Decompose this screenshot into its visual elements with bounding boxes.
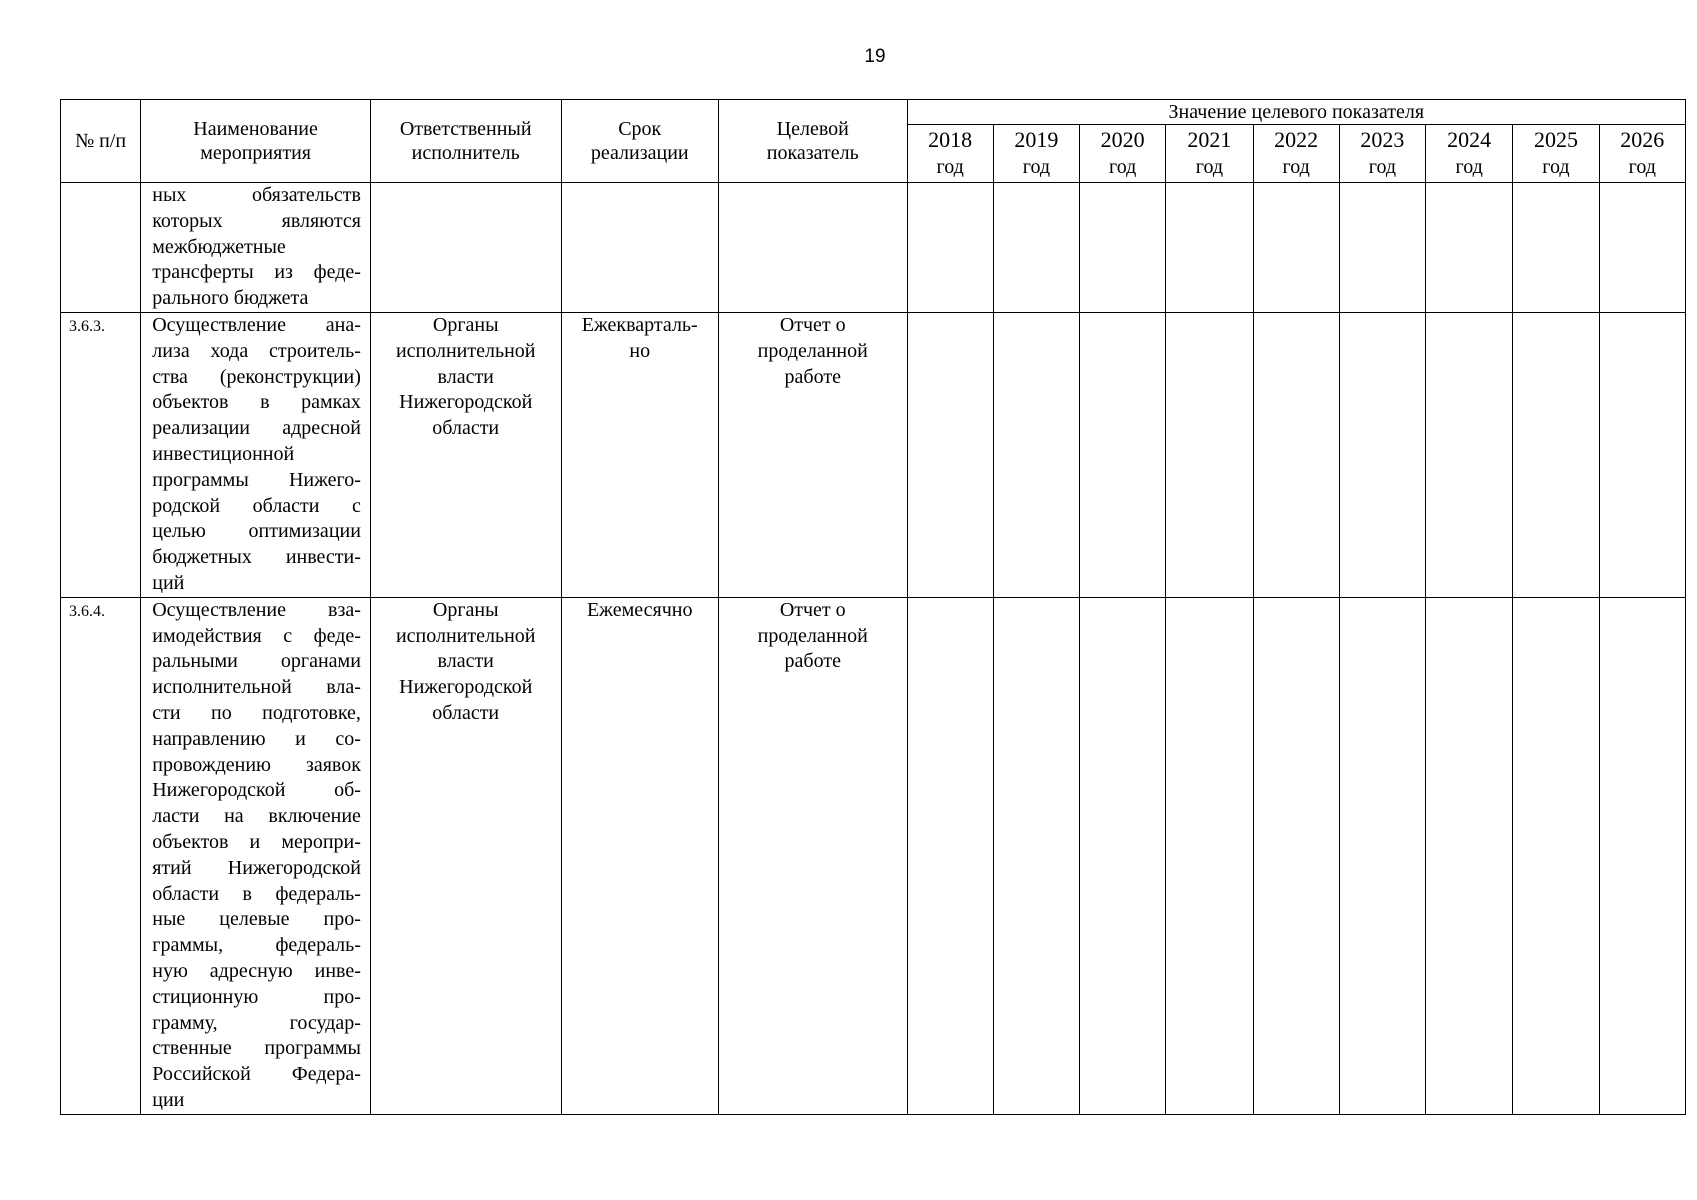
- row-value-cell: [1513, 597, 1599, 1114]
- row-name-line: грамму, государ-: [152, 1011, 361, 1034]
- row-name-line: рального бюджета: [152, 287, 309, 310]
- header-indicator: Целевой показатель: [718, 100, 907, 183]
- header-year-2022: [1253, 125, 1339, 183]
- row-value-cell: [1513, 183, 1599, 313]
- header-year-2021: [1166, 125, 1253, 183]
- header-year-value: 2019: [1014, 127, 1059, 152]
- row-term-line: Ежекварталь-: [581, 313, 698, 336]
- row-value-cell: [993, 183, 1079, 313]
- row-name: [141, 183, 371, 313]
- row-value-cell: [1426, 597, 1513, 1114]
- row-value-cell: [1166, 183, 1253, 313]
- header-year-unit: год: [1628, 156, 1656, 178]
- header-year-value: 2018: [928, 127, 973, 152]
- header-name: Наименование мероприятия: [141, 100, 371, 183]
- row-value-cell: [1599, 597, 1685, 1114]
- row-value-cell: [907, 312, 993, 597]
- row-name-line: лиза хода строитель-: [152, 339, 361, 362]
- row-term: [561, 312, 718, 597]
- header-year-value: 2025: [1533, 127, 1578, 152]
- row-executor-line: власти: [437, 650, 494, 673]
- header-year-2020: [1080, 125, 1166, 183]
- row-value-cell: [1339, 312, 1425, 597]
- row-name-line: стиционную про-: [152, 985, 361, 1008]
- row-name-line: родской области с: [152, 494, 361, 517]
- row-name-line: ства (реконструкции): [152, 365, 361, 388]
- header-year-unit: год: [1542, 156, 1570, 178]
- header-year-unit: год: [936, 156, 964, 178]
- header-year-2023: [1339, 125, 1425, 183]
- row-name-line: бюджетных инвести-: [152, 546, 361, 569]
- row-executor: [370, 597, 561, 1114]
- row-name-line: объектов в рамках: [152, 391, 361, 414]
- header-year-unit: год: [1195, 156, 1224, 178]
- row-executor-line: Органы: [432, 313, 499, 336]
- header-year-value: 2024: [1447, 127, 1492, 152]
- row-name-line: межбюджетные: [152, 235, 286, 258]
- activities-table: [60, 99, 1686, 1115]
- row-executor-line: Нижегородской: [399, 391, 533, 414]
- row-name-line: ций: [152, 571, 185, 594]
- table-row: [61, 183, 1686, 313]
- header-term: Срок реализации: [561, 100, 718, 183]
- header-year-2024: [1426, 125, 1513, 183]
- row-term: [561, 597, 718, 1114]
- row-name-line: области в федераль-: [152, 882, 361, 905]
- row-executor-line: власти: [437, 365, 494, 388]
- row-name-line: провождению заявок: [152, 753, 361, 776]
- row-value-cell: [1253, 312, 1339, 597]
- row-value-cell: [1166, 597, 1253, 1114]
- page-number: 19: [864, 46, 886, 67]
- table-row: [61, 312, 1686, 597]
- row-value-cell: [1513, 312, 1599, 597]
- header-executor: Ответственный исполнитель: [370, 100, 561, 183]
- row-name-line: программы Нижего-: [152, 468, 361, 491]
- header-year-unit: год: [1282, 156, 1310, 178]
- row-name-line: инвестиционной: [152, 442, 295, 465]
- row-name-line: целью оптимизации: [152, 520, 361, 543]
- row-name-line: сти по подготовке,: [152, 701, 361, 724]
- row-value-cell: [1339, 183, 1425, 313]
- header-year-value: 2020: [1100, 127, 1145, 152]
- row-value-cell: [907, 597, 993, 1114]
- row-value-cell: [1426, 183, 1513, 313]
- row-value-cell: [1080, 183, 1166, 313]
- row-name-line: ции: [152, 1088, 185, 1111]
- row-name-line: ятий Нижегородской: [152, 856, 361, 879]
- row-executor: [370, 183, 561, 313]
- row-indicator: [718, 597, 907, 1114]
- row-indicator: [718, 183, 907, 313]
- row-executor-line: Нижегородской: [399, 676, 533, 699]
- row-term: [561, 183, 718, 313]
- row-value-cell: [1080, 312, 1166, 597]
- row-name-line: Осуществление ана-: [152, 313, 361, 336]
- row-name-line: граммы, федераль-: [152, 934, 361, 957]
- row-term-line: но: [629, 339, 651, 362]
- row-num: 3.6.4.: [61, 597, 141, 1114]
- header-year-unit: год: [1368, 156, 1397, 178]
- row-value-cell: [1253, 183, 1339, 313]
- header-year-value: 2022: [1274, 127, 1319, 152]
- header-year-2018: [907, 125, 993, 183]
- row-name-line: ственные программы: [152, 1037, 361, 1060]
- row-indicator-line: работе: [784, 650, 841, 673]
- row-executor-line: Органы: [432, 598, 499, 621]
- row-name-line: ных обязательств: [152, 184, 361, 206]
- row-name-line: реализации адресной: [152, 417, 361, 440]
- row-name-line: которых являются: [152, 209, 361, 232]
- row-indicator-line: работе: [784, 365, 841, 388]
- row-indicator-line: проделанной: [757, 339, 868, 362]
- header-year-2026: [1599, 125, 1685, 183]
- row-name-line: имодействия с феде-: [152, 624, 361, 647]
- row-name-line: направлению и со-: [152, 727, 361, 750]
- row-value-cell: [1599, 312, 1685, 597]
- header-year-2025: [1513, 125, 1599, 183]
- row-name-line: ные целевые про-: [152, 908, 361, 931]
- row-value-cell: [1253, 597, 1339, 1114]
- row-executor-line: исполнительной: [395, 624, 536, 647]
- row-name: [141, 312, 371, 597]
- row-name-line: Российской Федера-: [152, 1063, 361, 1086]
- row-name-line: Осуществление вза-: [152, 598, 361, 621]
- header-num: № п/п: [61, 100, 141, 183]
- row-name-line: ральными органами: [152, 650, 361, 673]
- row-value-cell: [993, 312, 1079, 597]
- row-name-line: Нижегородской об-: [152, 779, 361, 802]
- row-executor-line: области: [432, 701, 500, 724]
- row-name-line: объектов и меропри-: [152, 830, 361, 853]
- row-indicator-line: Отчет о: [779, 313, 846, 336]
- row-executor-line: области: [432, 417, 500, 440]
- row-executor-line: исполнительной: [395, 339, 536, 362]
- row-value-cell: [907, 183, 993, 313]
- header-values-group: Значение целевого показателя: [907, 100, 1685, 125]
- header-year-unit: год: [1455, 156, 1483, 178]
- row-name-line: ную адресную инве-: [152, 959, 361, 982]
- row-value-cell: [1426, 312, 1513, 597]
- row-term-line: Ежемесячно: [586, 598, 693, 621]
- row-indicator-line: проделанной: [757, 624, 868, 647]
- row-value-cell: [1599, 183, 1685, 313]
- header-year-unit: год: [1109, 156, 1137, 178]
- header-year-value: 2026: [1620, 127, 1665, 152]
- row-indicator-line: Отчет о: [779, 598, 846, 621]
- row-value-cell: [1166, 312, 1253, 597]
- row-value-cell: [1080, 597, 1166, 1114]
- header-year-unit: год: [1022, 156, 1051, 178]
- row-name-line: ласти на включение: [152, 805, 361, 828]
- header-year-value: 2023: [1360, 127, 1405, 152]
- table-row: [61, 597, 1686, 1114]
- row-value-cell: [993, 597, 1079, 1114]
- row-num: [61, 183, 141, 313]
- row-indicator: [718, 312, 907, 597]
- row-executor: [370, 312, 561, 597]
- row-name-line: трансферты из феде-: [152, 261, 361, 284]
- row-name: [141, 597, 371, 1114]
- row-num: 3.6.3.: [61, 312, 141, 597]
- header-year-value: 2021: [1187, 127, 1232, 152]
- row-name-line: исполнительной вла-: [152, 676, 361, 699]
- header-year-2019: [993, 125, 1079, 183]
- row-value-cell: [1339, 597, 1425, 1114]
